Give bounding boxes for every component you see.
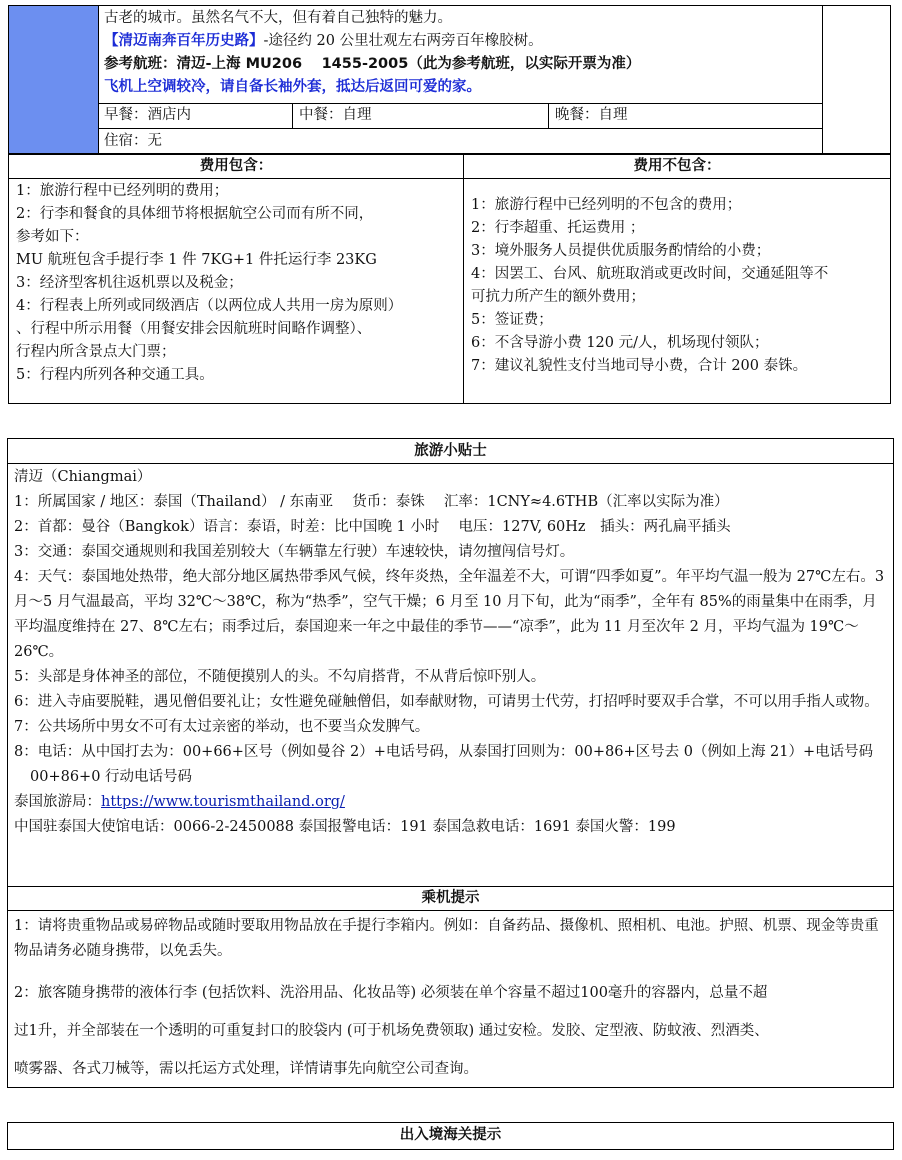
list-item: 2：行李超重、托运费用 ；	[471, 220, 645, 236]
tip-item: 7：公共场所中男女不可有太过亲密的举动，也不要当众发脾气。	[14, 719, 430, 735]
tourism-label: 泰国旅游局：	[14, 794, 101, 810]
itinerary-road	[104, 30, 820, 53]
fees-header-border	[8, 178, 891, 179]
customs-title: 出入境海关提示	[399, 1127, 502, 1143]
breakfast: 早餐：酒店内	[104, 107, 191, 123]
meals-row-top-border	[98, 103, 822, 104]
list-item: 2：行李和餐食的具体细节将根据航空公司而有所不同，	[16, 206, 374, 222]
list-item: 3：经济型客机往返机票以及税金；	[16, 275, 243, 291]
list-item: 参考如下：	[16, 229, 89, 245]
itinerary-description	[104, 7, 820, 99]
boarding-item-2	[14, 974, 886, 1088]
fees-included-header: 费用包含：	[199, 158, 273, 174]
boarding-title: 乘机提示	[421, 890, 480, 906]
boarding-body	[14, 914, 886, 1088]
tips-mobile: 00+86+0 行动电话号码	[30, 769, 193, 785]
tips-city: 清迈（Chiangmai）	[14, 469, 152, 485]
boarding-item-2-line: 喷雾器、各式刀械等，需以托运方式处理，详情请事先向航空公司查询。	[14, 1061, 478, 1077]
tips-header-border	[7, 463, 894, 464]
list-item: MU 航班包含手提行李 1 件 7KG+1 件托运行李 23KG	[16, 252, 377, 268]
boarding-item-2-line: 过1升，并全部装在一个透明的可重复封口的胶袋内 (可于机场免费领取) 通过安检。发胶、定型液、防蚊液、烈酒类、	[14, 1023, 769, 1039]
road-desc: -途径约 20 公里壮观左右两旁百年橡胶树。	[263, 33, 543, 49]
itinerary-intro: 古老的城市。虽然名气不大，但有着自己独特的魅力。	[104, 10, 452, 26]
list-item: 3：境外服务人员提供优质服务酌情给的小费；	[471, 243, 771, 259]
dinner: 晚餐：自理	[555, 107, 628, 123]
list-item: 行程内所含景点大门票；	[16, 344, 176, 360]
tourism-link[interactable]: https://www.tourismthailand.org/	[101, 794, 345, 810]
list-item: 6：不含导游小费 120 元/人，机场现付领队；	[471, 335, 769, 351]
road-title: 【清迈南奔百年历史路】	[104, 33, 264, 49]
tip-item: 2：首都：曼谷（Bangkok）语言：泰语，时差：比中国晚 1 小时 电压：127V, 60Hz 插头：两孔扁平插头	[14, 519, 731, 535]
tips-title: 旅游小贴士	[414, 443, 487, 459]
tip-item: 4：天气：泰国地处热带，绝大部分地区属热带季风气候，终年炎热，全年温差不大，可谓“四季如夏”。年平均气温一般为 27℃左右。3 月～5 月气温最高，平均 32℃～38℃，称为“热季”，空气干燥；6 月至 10 月下旬，此为“雨季”，全年有 85%的雨量集中在雨季，月平均温度维持在 27、8℃左右；雨季过后，泰国迎来一年之中最佳的季节——“凉季”，此为 11 月至次年 2 月，平均气温为 19℃～26℃。	[14, 569, 885, 660]
boarding-item-2-line: 2：旅客随身携带的液体行李 (包括饮料、洗浴用品、化妆品等) 必须装在单个容量不超过100毫升的容器内，总量不超	[14, 985, 768, 1001]
day-side-block	[9, 6, 99, 153]
fees-included-list	[16, 180, 460, 387]
emergency-numbers: 中国驻泰国大使馆电话：0066-2-2450088 泰国报警电话：191 泰国急救电话：1691 泰国火警：199	[14, 819, 676, 835]
lodging: 住宿：无	[104, 133, 162, 149]
tip-item: 8：电话：从中国打去为：00+66+区号（例如曼谷 2）+电话号码，从泰国打回则为：00+86+区号去 0（例如上海 21）+电话号码	[14, 744, 874, 760]
list-item: 、行程中所示用餐（用餐安排会因航班时间略作调整）、	[16, 321, 372, 337]
list-item: 7：建议礼貌性支付当地司导小费，合计 200 泰铢。	[471, 358, 808, 374]
day-side-divider	[98, 5, 99, 154]
list-item: 1：旅游行程中已经列明的不包含的费用；	[471, 197, 742, 213]
lunch: 中餐：自理	[299, 107, 372, 123]
list-item: 4：因罢工、台风、航班取消或更改时间，交通延阻等不	[471, 266, 829, 282]
list-item: 1：旅游行程中已经列明的费用；	[16, 183, 229, 199]
meal-divider-1	[292, 103, 293, 128]
list-item: 4：行程表上所列或同级酒店（以两位成人共用一房为原则）	[16, 298, 403, 314]
boarding-header-border	[7, 910, 894, 911]
tips-body	[14, 465, 886, 840]
list-item: 可抗力所产生的额外费用；	[471, 289, 645, 305]
tip-item: 3：交通：泰国交通规则和我国差别较大（车辆靠左行驶）车速较快，请勿擅闯信号灯。	[14, 544, 575, 560]
aircon-notice: 飞机上空调较冷，请自备长袖外套，抵达后返回可爱的家。	[104, 79, 481, 95]
list-item: 5：签证费；	[471, 312, 553, 328]
fees-column-divider	[463, 154, 464, 404]
tip-item: 5：头部是身体神圣的部位，不随便摸别人的头。不勾肩搭背，不从背后惊吓别人。	[14, 669, 546, 685]
fees-excluded-header: 费用不包含：	[633, 158, 721, 174]
list-item: 5：行程内所列各种交通工具。	[16, 367, 214, 383]
meal-divider-2	[548, 103, 549, 128]
reference-flight: 参考航班：清迈-上海 MU206 1455-2005（此为参考航班，以实际开票为准）	[104, 56, 641, 72]
right-column-divider	[822, 5, 823, 154]
meals-row-bottom-border	[98, 128, 822, 129]
fees-excluded-list	[471, 194, 887, 378]
boarding-item-1: 1：请将贵重物品或易碎物品或随时要取用物品放在手提行李箱内。例如：自备药品、摄像机、照相机、电池。护照、机票、现金等贵重物品请务必随身携带，以免丢失。	[14, 918, 879, 959]
tourism-bureau	[14, 790, 886, 815]
tip-item: 6：进入寺庙要脱鞋，遇见僧侣要礼让；女性避免碰触僧侣，如奉献财物，可请男士代劳，打招呼时要双手合掌，不可以用手指人或物。	[14, 694, 879, 710]
tip-item: 1：所属国家 / 地区：泰国（Thailand） / 东南亚 货币：泰铢 汇率：1CNY≈4.6THB（汇率以实际为准）	[14, 494, 729, 510]
